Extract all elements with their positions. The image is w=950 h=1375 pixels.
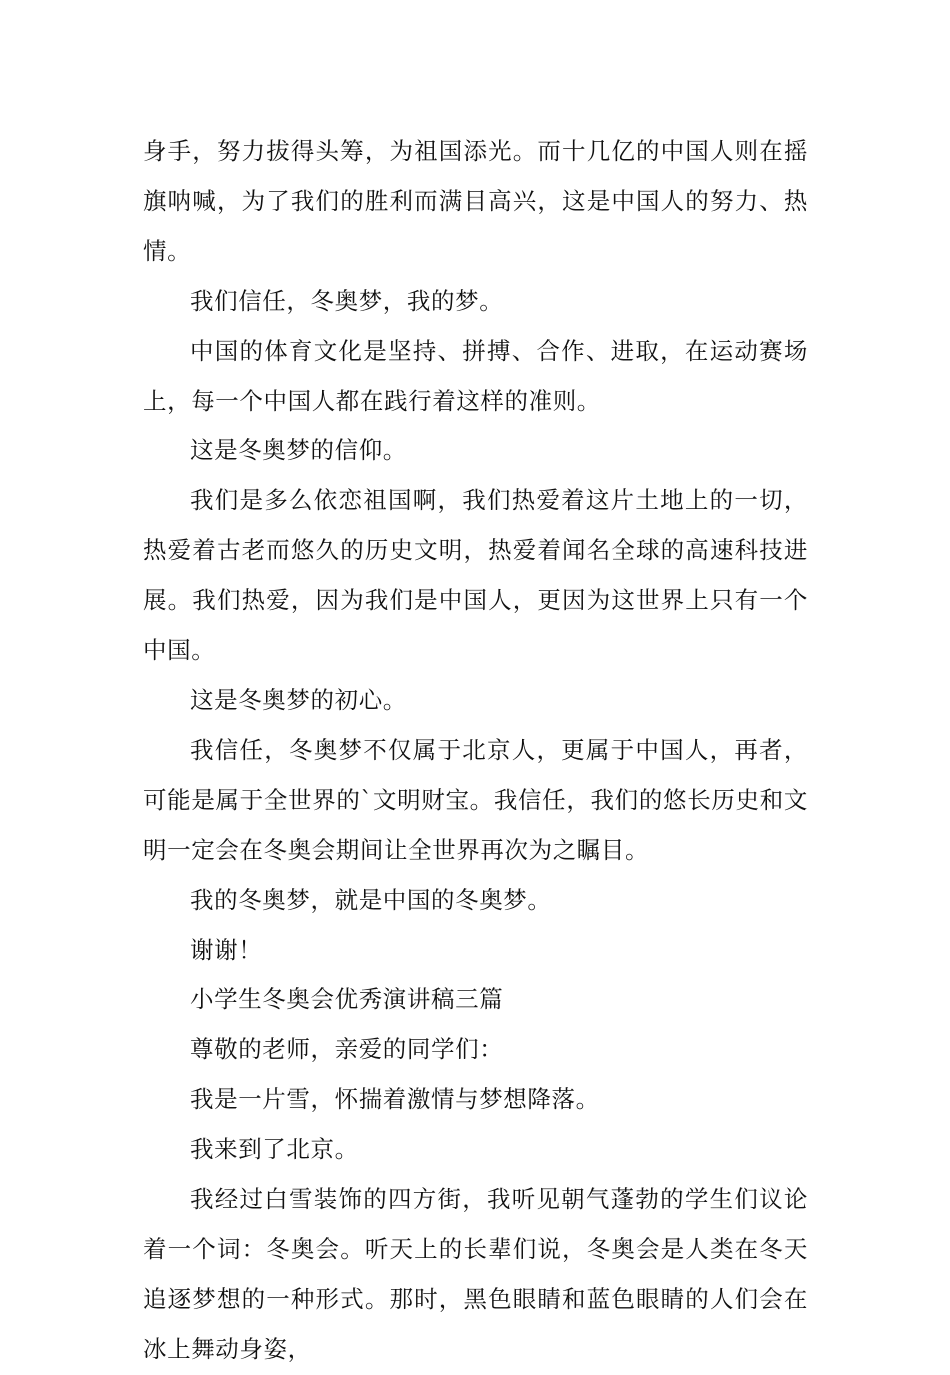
paragraph-1: 身手，努力拔得头筹，为祖国添光。而十几亿的中国人则在摇旗呐喊，为了我们的胜利而满目高兴，这是中国人的努力、热情。: [143, 137, 808, 265]
paragraph-8: 我的冬奥梦，就是中国的冬奥梦。: [190, 885, 552, 914]
document-body: [143, 127, 808, 1375]
paragraph-4: 这是冬奥梦的信仰。: [190, 436, 407, 465]
paragraph-12: 我是一片雪，怀揣着激情与梦想降落。: [190, 1085, 600, 1114]
paragraph-3: 中国的体育文化是坚持、拼搏、合作、进取，在运动赛场上，每一个中国人都在践行着这样的准则。: [143, 336, 808, 415]
paragraph-7: 我信任，冬奥梦不仅属于北京人，更属于中国人，再者，可能是属于全世界的`文明财宝。我信任，我们的悠长历史和文明一定会在冬奥会期间让全世界再次为之瞩目。: [143, 735, 808, 864]
section-title: 小学生冬奥会优秀演讲稿三篇: [190, 985, 504, 1014]
paragraph-9: 谢谢！: [190, 935, 263, 964]
paragraph-14: 我经过白雪装饰的四方街，我听见朝气蓬勃的学生们议论着一个词：冬奥会。听天上的长辈们说，冬奥会是人类在冬天追逐梦想的一种形式。那时，黑色眼睛和蓝色眼睛的人们会在冰上舞动身姿，: [143, 1185, 808, 1363]
salutation: 尊敬的老师，亲爱的同学们：: [190, 1035, 504, 1064]
paragraph-6: 这是冬奥梦的初心。: [190, 685, 407, 714]
paragraph-2: 我们信任，冬奥梦，我的梦。: [190, 286, 504, 315]
paragraph-5: 我们是多么依恋祖国啊，我们热爱着这片土地上的一切，热爱着古老而悠久的历史文明，热爱着闻名全球的高速科技进展。我们热爱，因为我们是中国人，更因为这世界上只有一个中国。: [143, 486, 808, 665]
paragraph-13: 我来到了北京。: [190, 1135, 359, 1164]
